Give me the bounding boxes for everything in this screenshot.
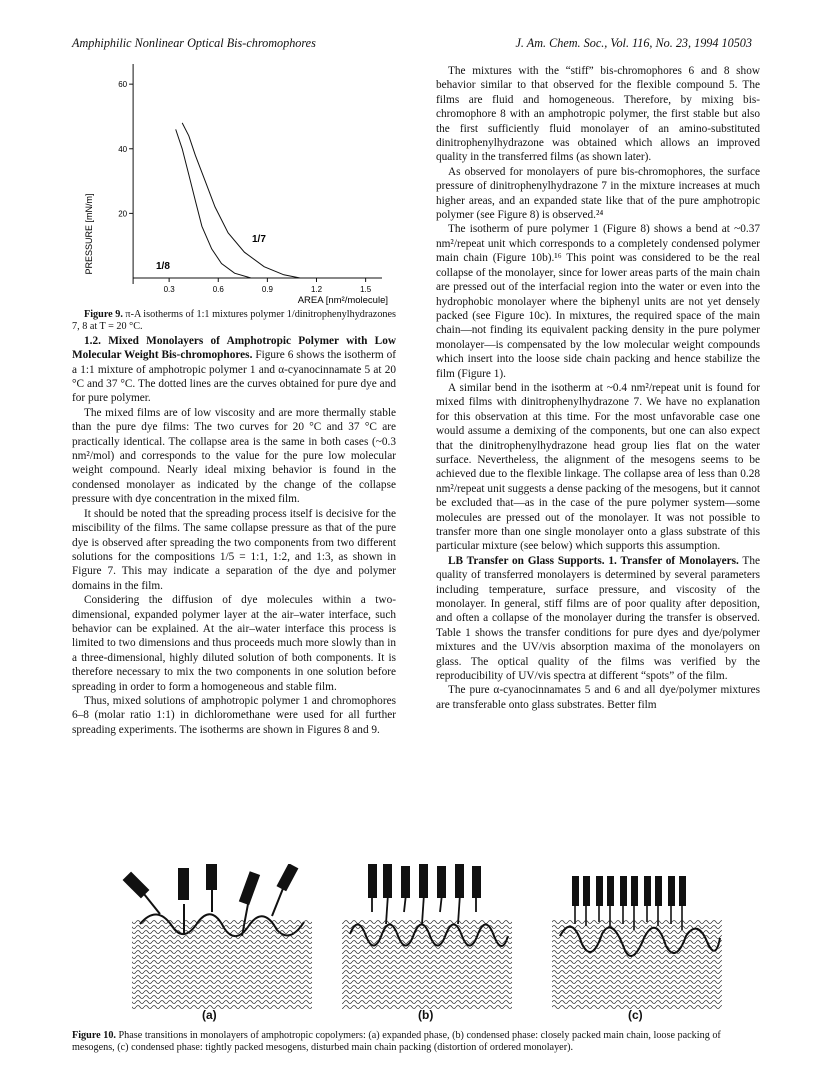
paragraph: As observed for monolayers of pure bis-chromophores, the surface pressure of dinitrophenylhydrazone 7 in the mixture increases at much higher areas, and an expanded state like that of the pure amphotropic polymer (see Figure 8) is observed.²⁴ — [436, 165, 760, 222]
x-axis-label: AREA [nm²/molecule] — [297, 295, 388, 306]
x-tick-label: 0.6 — [212, 285, 224, 294]
series-line-0 — [182, 123, 300, 278]
figure-10-caption — [72, 1030, 762, 1055]
y-tick-label: 60 — [118, 80, 128, 90]
paragraph: The mixed films are of low viscosity and are more thermally stable than the pure dye films: The two curves for 20 °C and 37 °C are practically identical. The collapse area is the same in both cases (~0.3 nm²/mol) and corresponds to the value for the pure low molecular weight compound. Nearly ideal mixing behavior is found in the condensed monolayer as indicated by the change of the collapse pressure with dye concentration in the mixed film. — [72, 406, 396, 506]
figure-10-drawing — [72, 864, 762, 1024]
right-column — [436, 64, 760, 712]
left-column — [72, 64, 396, 737]
figure-10 — [72, 864, 762, 1024]
caption-text: Phase transitions in monolayers of amphotropic copolymers: (a) expanded phase, (b) condensed phase: closely packed main chain, loose packing of mesogens, (c) condensed phase: tightly packed mesogens, disturbed main chain packing (distortion of ordered monolayer). — [72, 1030, 721, 1054]
caption-label: Figure 10. — [72, 1030, 116, 1041]
x-tick-label: 0.9 — [261, 285, 273, 294]
figure-9-caption — [72, 309, 396, 334]
paragraph: A similar bend in the isotherm at ~0.4 nm²/repeat unit is found for mixed films with dinitrophenylhydrazone 7. We have no explanation for this observation at this time. For the most unfavorable case one would assume a demixing of the components, but one can also expect that the dinitrophenylhydrazone head group lies flat on the water surface. Nevertheless, the alignment of the mesogens seems to be achieved due to the flexible linkage. The collapse area of less than 0.28 nm²/repeat unit suggests a dense packing of the mesogens, but it cannot be excluded that—as in the case of the pure polymer system—some molecules are pressed out of the monolayer. It was not possible to transfer more than one single monolayer onto a glass substrate of this particular mixture (see below) which supports this assumption. — [436, 381, 760, 553]
curve-label-1-7: 1/7 — [252, 234, 266, 245]
paragraph-section-1-2 — [72, 334, 396, 406]
paragraph: It should be noted that the spreading process itself is decisive for the miscibility of the films. The same collapse pressure as that of the pure dye is observed after spreading the two components from two different solutions for the compositions 1/5 = 1:1, 1:2, and 1:3, as shown in Figure 7. This may indicate a separation of the dye and polymer domains in the film. — [72, 507, 396, 592]
section-title-1-2: 1.2. Mixed Monolayers of Amphotropic Polymer with Low Molecular Weight Bis-chromophores. — [72, 334, 396, 362]
paragraph-lb-transfer — [436, 554, 760, 684]
paragraph: The pure α-cyanocinnamates 5 and 6 and all dye/polymer mixtures are transferable onto glass substrates. Better film — [436, 684, 760, 711]
y-tick-label: 20 — [118, 209, 128, 219]
caption-label: Figure 9. — [84, 309, 123, 320]
panel-a-expanded-phase — [123, 864, 312, 1010]
section-title-lb-transfer: LB Transfer on Glass Supports. 1. Transfer of Monolayers. — [448, 554, 739, 567]
panel-label-c: (c) — [628, 1008, 643, 1022]
panel-c-tightly-packed — [552, 876, 722, 1010]
curve-label-1-8: 1/8 — [156, 261, 170, 272]
x-tick-label: 1.5 — [360, 285, 372, 294]
figure-9-chart — [72, 64, 396, 309]
paragraph: The isotherm of pure polymer 1 (Figure 8) shows a bend at ~0.37 nm²/repeat unit which corresponds to a completely condensed polymer main chain (Figure 10b).¹⁶ This point was considered to be the real collapse of the monolayer, since for lower areas parts of the main chain are pressed out of the interfacial region into the water or even into the hydrophobic monolayer where the biphenyl units are not yet densely packed (see Figure 10c). In mixtures, the required space of the main chain—not finding its equivalent packing density in the pure polymer monolayer—is compensated by the low molecular weight compounds which insert into the loose side chain packing and hence stabilize the film (Figure 1). — [436, 223, 760, 380]
figure-9 — [72, 64, 396, 309]
paragraph: The mixtures with the “stiff” bis-chromophores 6 and 8 show behavior similar to that observed for the flexible compound 5. The films are fluid and homogeneous. Therefore, by mixing bis-chromophore 8 with an amphotropic polymer, the first stable but also the first sufficiently fluid monolayer of an amino-substituted dinitrophenylhydrazone was obtained which allows an improved quality in the transferred films (as shown later). — [436, 65, 760, 164]
paragraph: Thus, mixed solutions of amphotropic polymer 1 and chromophores 6–8 (molar ratio 1:1) in dichloromethane were used for all further spreading experiments. The isotherms are shown in Figures 8 and 9. — [72, 694, 396, 736]
y-tick-label: 40 — [118, 144, 128, 154]
paragraph-text: The quality of transferred monolayers is determined by several parameters including temperature, surface pressure, and viscosity of the monolayer. In general, stiff films are of poor quality after deposition, and often a collapse of the monolayer during the transfer is observed. Table 1 shows the transfer conditions for pure dyes and dye/polymer mixtures and the UV/vis absorption maxima of the monolayers on glass. The optical quality of the films was verified by the reproducibility of UV/vis spectra at different “spots” of the film. — [436, 554, 760, 683]
header-journal: J. Am. Chem. Soc., Vol. 116, No. 23, 1994 10503 — [515, 36, 752, 50]
running-header — [72, 36, 752, 52]
x-tick-label: 0.3 — [163, 285, 175, 294]
paragraph-text: Figure 6 shows the isotherm of a 1:1 mixture of amphotropic polymer 1 and α-cyanocinnamate 5 at 20 °C and 37 °C. The dotted lines are the curves obtained for pure dye and for pure polymer. — [72, 349, 396, 405]
x-tick-label: 1.2 — [310, 285, 323, 294]
paragraph: Considering the diffusion of dye molecules within a two-dimensional, expanded polymer layer at the air–water interface, such behavior can be explained. At the air–water interface this process is limited to two dimensions and thus proceeds much more slowly than in a three-dimensional, highly diluted solution of both components. It is therefore necessary to mix the two components in one solution before spreading in order to form a homogeneous and stable film. — [72, 594, 396, 693]
y-axis-label: PRESSURE [mN/m] — [84, 193, 94, 275]
caption-text: π-A isotherms of 1:1 mixtures polymer 1/dinitrophenylhydrazones 7, 8 at T = 20 °C. — [72, 309, 396, 333]
panel-label-b: (b) — [418, 1008, 434, 1022]
header-title: Amphiphilic Nonlinear Optical Bis-chromophores — [72, 36, 316, 50]
panel-b-condensed-phase — [342, 864, 512, 1010]
panel-label-a: (a) — [202, 1008, 217, 1022]
